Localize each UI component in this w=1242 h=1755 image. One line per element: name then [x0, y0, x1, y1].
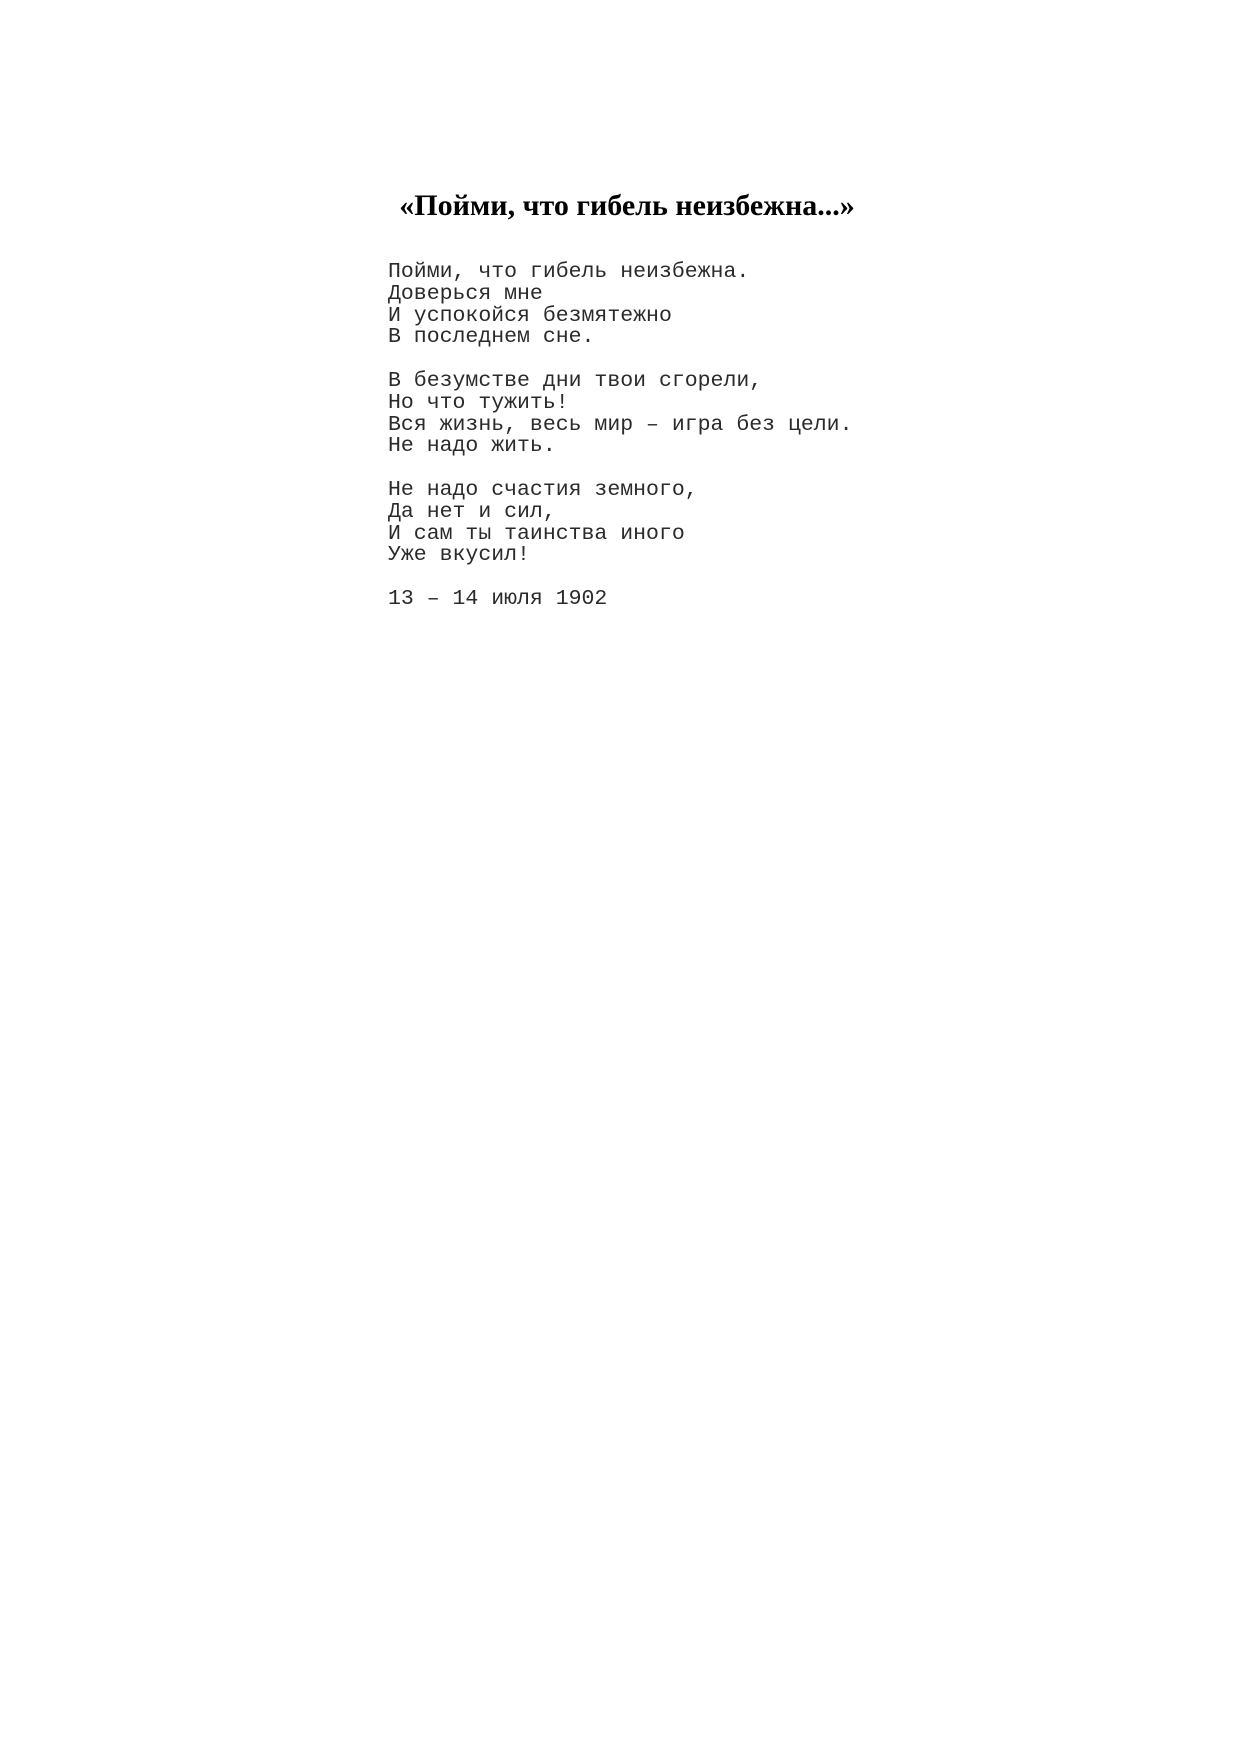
poem-line: В безумстве дни твои сгорели, — [388, 368, 763, 393]
poem-line: Вся жизнь, весь мир – игра без цели. — [388, 412, 853, 437]
stanza-1 — [388, 262, 852, 349]
poem-date: 13 – 14 июля 1902 — [388, 586, 608, 611]
stanza-3 — [388, 477, 852, 568]
poem-line: Не надо жить. — [388, 434, 556, 459]
poem-line: Но что тужить! — [388, 390, 569, 415]
poem-line: И успокойся безмятежно — [388, 303, 672, 328]
stanza-2 — [388, 368, 853, 459]
poem-line: Доверься мне — [388, 281, 543, 306]
poem-line: Уже вкусил! — [388, 543, 530, 568]
poem-line: И сам ты таинства иного — [388, 521, 685, 546]
poem-line: Не надо счастия земного, — [388, 477, 698, 502]
poem-line: Пойми, что гибель неизбежна. — [388, 260, 750, 284]
poem-body — [388, 262, 852, 611]
poem-line: В последнем сне. — [388, 325, 595, 350]
poem-title: «Пойми, что гибель неизбежна...» — [399, 189, 855, 222]
poem-line: Да нет и сил, — [388, 499, 556, 524]
